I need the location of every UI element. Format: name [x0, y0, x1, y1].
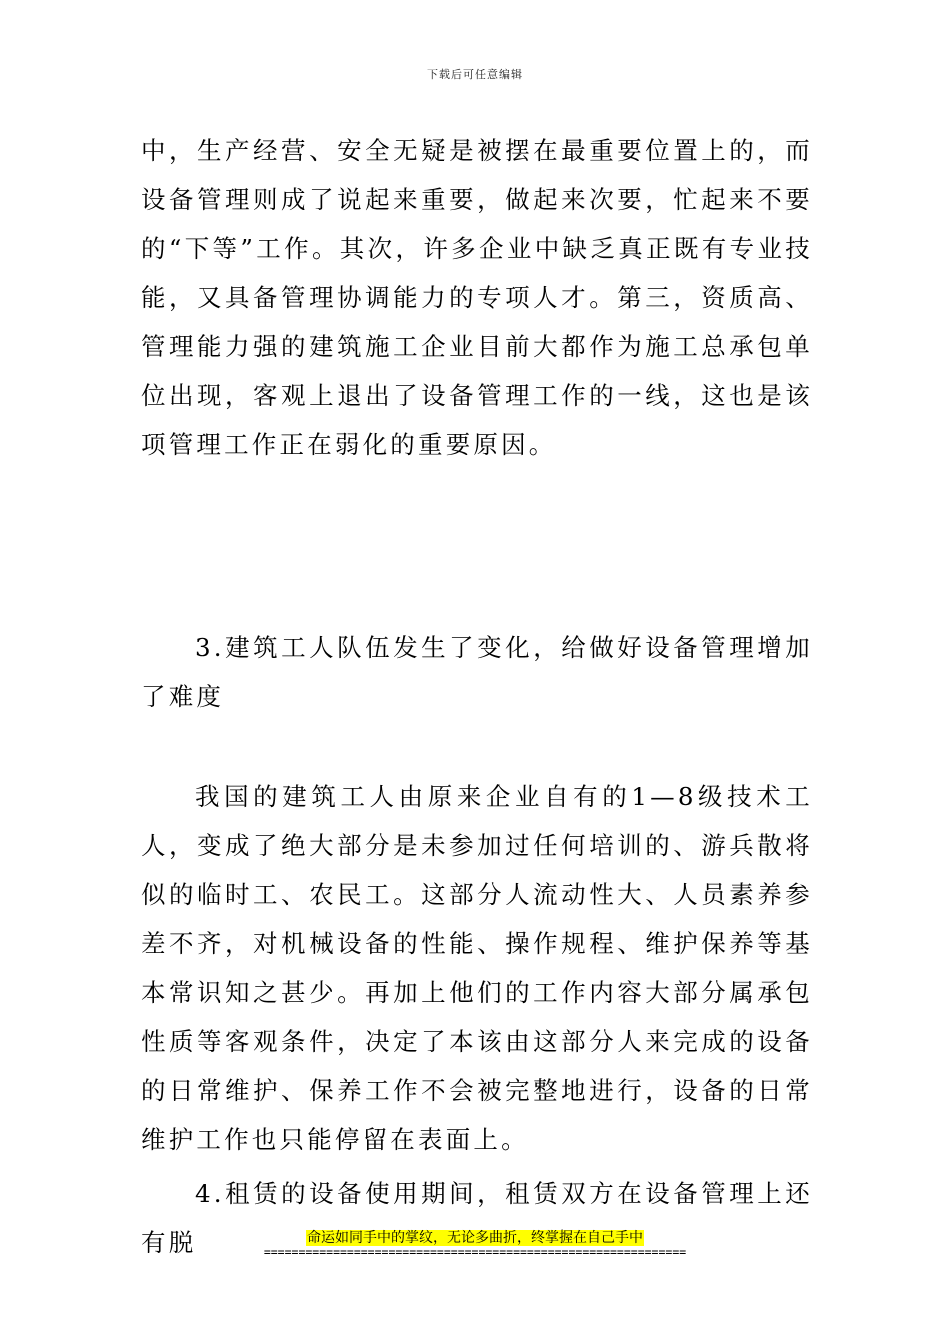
body-paragraph-workers: [141, 772, 813, 1164]
body-paragraph-continued: [141, 126, 813, 469]
heading-text: 4.租赁的设备使用期间，租赁双方在设备管理上还有脱: [141, 1179, 813, 1257]
paragraph-text: 中，生产经营、安全无疑是被摆在最重要位置上的，而设备管理则成了说起来重要，做起来次要，忙起来不要的“下等”工作。其次，许多企业中缺乏真正既有专业技能，又具备管理协调能力的专项人才。第三，资质高、管理能力强的建筑施工企业目前大都作为施工总承包单位出现，客观上退出了设备管理工作的一线，这也是该项管理工作正在弱化的重要原因。: [141, 136, 813, 459]
footer-motto: [0, 1227, 950, 1247]
header-note: 下载后可任意编辑: [427, 68, 523, 81]
section-heading-3: [141, 623, 813, 721]
footer-motto-highlight: 命运如同手中的掌纹，无论多曲折，终掌握在自己手中: [307, 1230, 643, 1246]
heading-text: 3.建筑工人队伍发生了变化，给做好设备管理增加了难度: [141, 633, 813, 711]
footer-divider-rule: =============================================================: [263, 1245, 687, 1259]
paragraph-text: 我国的建筑工人由原来企业自有的1—8级技术工人，变成了绝大部分是未参加过任何培训的、游兵散将似的临时工、农民工。这部分人流动性大、人员素养参差不齐，对机械设备的性能、操作规程、维护保养等基本常识知之甚少。再加上他们的工作内容大部分属承包性质等客观条件，决定了本该由这部分人来完成的设备的日常维护、保养工作不会被完整地进行，设备的日常维护工作也只能停留在表面上。: [141, 782, 813, 1154]
